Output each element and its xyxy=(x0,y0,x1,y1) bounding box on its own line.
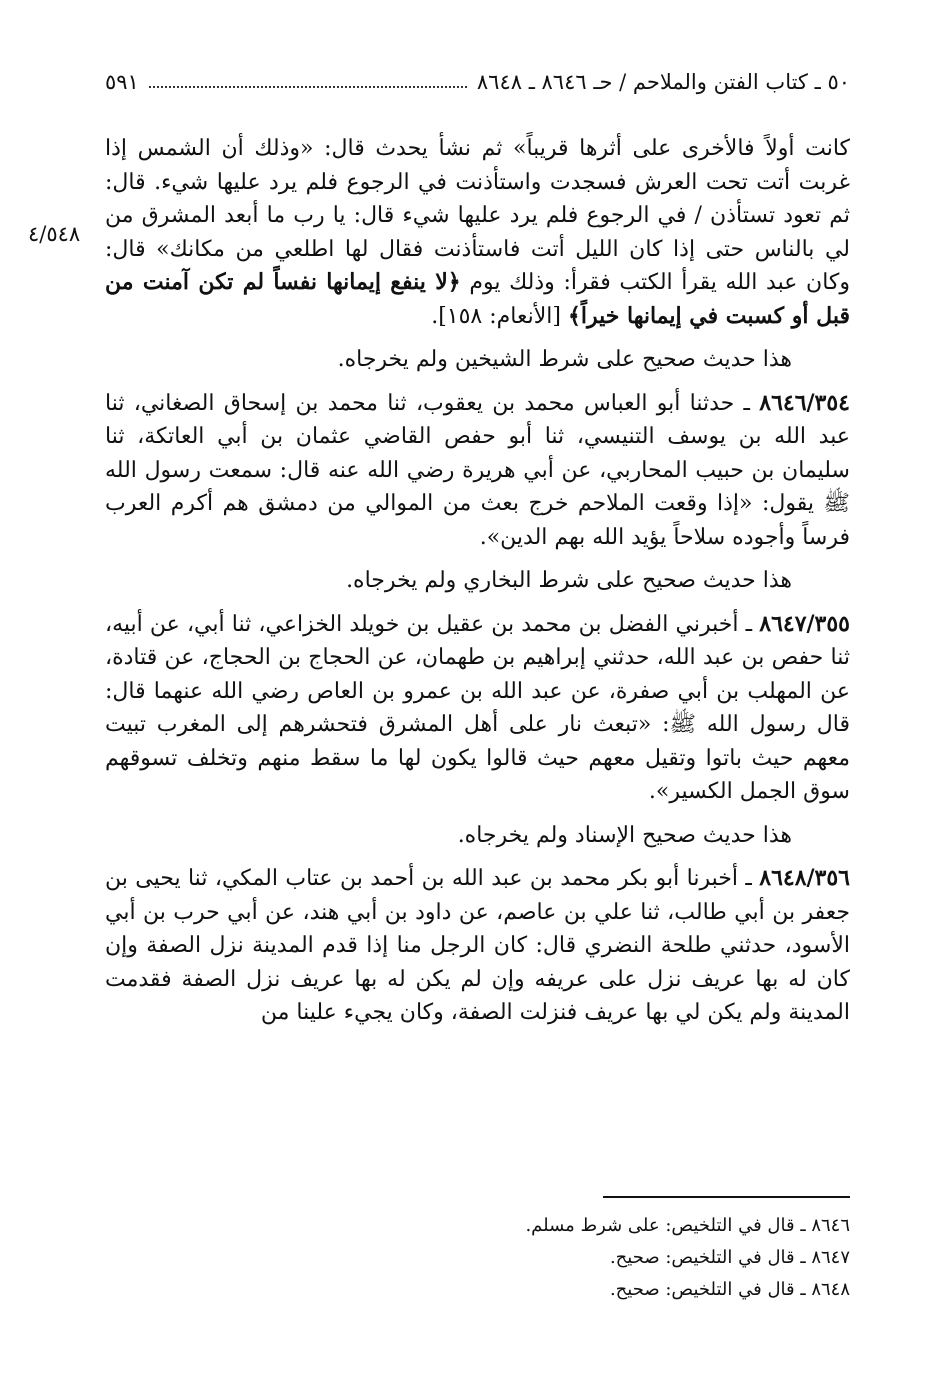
hadith-text: ـ حدثنا أبو العباس محمد بن يعقوب، ثنا محمد بن إسحاق الصغاني، ثنا عبد الله بن يوسف التنيسي، ثنا أبو حفص القاضي عثمان بن أبي العاتكة، ثنا سليمان بن حبيب المحاربي، عن أبي هريرة رضي الله عنه قال: سمعت رسول الله ﷺ يقول: «إذا وقعت الملاحم خرج بعث من الموالي من دمشق هم أكرم العرب فرساً وأجوده سلاحاً يؤيد الله بهم الدين». xyxy=(105,390,850,550)
header-leader-dots xyxy=(149,76,467,88)
hadith-text: ـ أخبرني الفضل بن محمد بن عقيل بن خويلد الخزاعي، ثنا أبي، عن أبيه، ثنا حفص بن عبد الله، حدثني إبراهيم بن طهمان، عن الحجاج بن الحجاج، عن قتادة، عن المهلب بن أبي صفرة، عن عبد الله بن عمرو بن العاص رضي الله عنهما قال: قال رسول الله ﷺ: «تبعث نار على أهل المشرق فتحشرهم إلى المغرب تبيت معهم حيث باتوا وتقيل معهم حيث قالوا يكون لها ما سقط منهم وتخلف تسوقهم سوق الجمل الكسير». xyxy=(105,611,850,804)
judgment-2: هذا حديث صحيح على شرط البخاري ولم يخرجاه. xyxy=(346,568,792,593)
page-number: ٥٩١ xyxy=(105,70,139,94)
hadith-text: ـ أخبرنا أبو بكر محمد بن عبد الله بن أحمد بن عتاب المكي، ثنا يحيى بن جعفر بن أبي طالب، ثنا علي بن عاصم، عن داود بن أبي هند، عن أبي حرب بن أبي الأسود، حدثني طلحة النضري قال: كان الرجل منا إذا قدم المدينة نزل الصفة وإن كان له بها عريف نزل على عريفه وإن لم يكن له بها عريف نزل الصفة فقدمت المدينة ولم يكن لي بها عريف فنزلت الصفة، وكان يجيء علينا من xyxy=(105,866,850,1025)
footnote: ٨٦٤٦ ـ قال في التلخيص: على شرط مسلم. xyxy=(525,1215,850,1236)
judgment-3: هذا حديث صحيح الإسناد ولم يخرجاه. xyxy=(457,822,792,848)
hadith-continuation xyxy=(105,132,850,333)
margin-volume-reference: ٤/٥٤٨ xyxy=(28,222,81,246)
hadith-number: ٨٦٤٦/٣٥٤ xyxy=(759,389,850,416)
hadith-8646 xyxy=(105,387,850,555)
hadith-number: ٨٦٤٧/٣٥٥ xyxy=(759,610,850,637)
footnote: ٨٦٤٧ ـ قال في التلخيص: صحيح. xyxy=(609,1247,850,1268)
running-title: ٥٠ ـ كتاب الفتن والملاحم / حـ ٨٦٤٦ ـ ٨٦٤٨ xyxy=(476,70,850,94)
hadith-8648 xyxy=(105,862,850,1030)
hadith-8647 xyxy=(105,608,850,809)
judgment-1: هذا حديث صحيح على شرط الشيخين ولم يخرجاه. xyxy=(337,347,792,372)
footnotes xyxy=(400,1210,850,1306)
main-text xyxy=(105,132,850,1030)
footnote: ٨٦٤٨ ـ قال في التلخيص: صحيح. xyxy=(609,1279,850,1300)
running-header xyxy=(105,62,850,102)
hadith-text: كانت أولاً فالأخرى على أثرها قريباً» ثم نشأ يحدث قال: «وذلك أن الشمس إذا غربت أتت تحت العرش فسجدت واستأذنت في الرجوع فلم يرد عليها شيء. قال: ثم تعود تستأذن / في الرجوع فلم يرد عليها شيء قال: يا رب ما أبعد المشرق من لي بالناس حتى إذا كان الليل أتت فاستأذنت فقال لها اطلعي من مكانك» قال: وكان عبد الله يقرأ الكتب فقرأ: وذلك يوم xyxy=(105,136,850,295)
quran-verse: ﴿لا ينفع إيمانها نفساً لم تكن آمنت من قبل أو كسبت في إيمانها خيراً﴾ xyxy=(105,269,850,329)
hadith-number: ٨٦٤٨/٣٥٦ xyxy=(759,865,850,891)
footnote-separator xyxy=(603,1196,850,1198)
verse-reference: [الأنعام: ١٥٨]. xyxy=(431,303,568,329)
